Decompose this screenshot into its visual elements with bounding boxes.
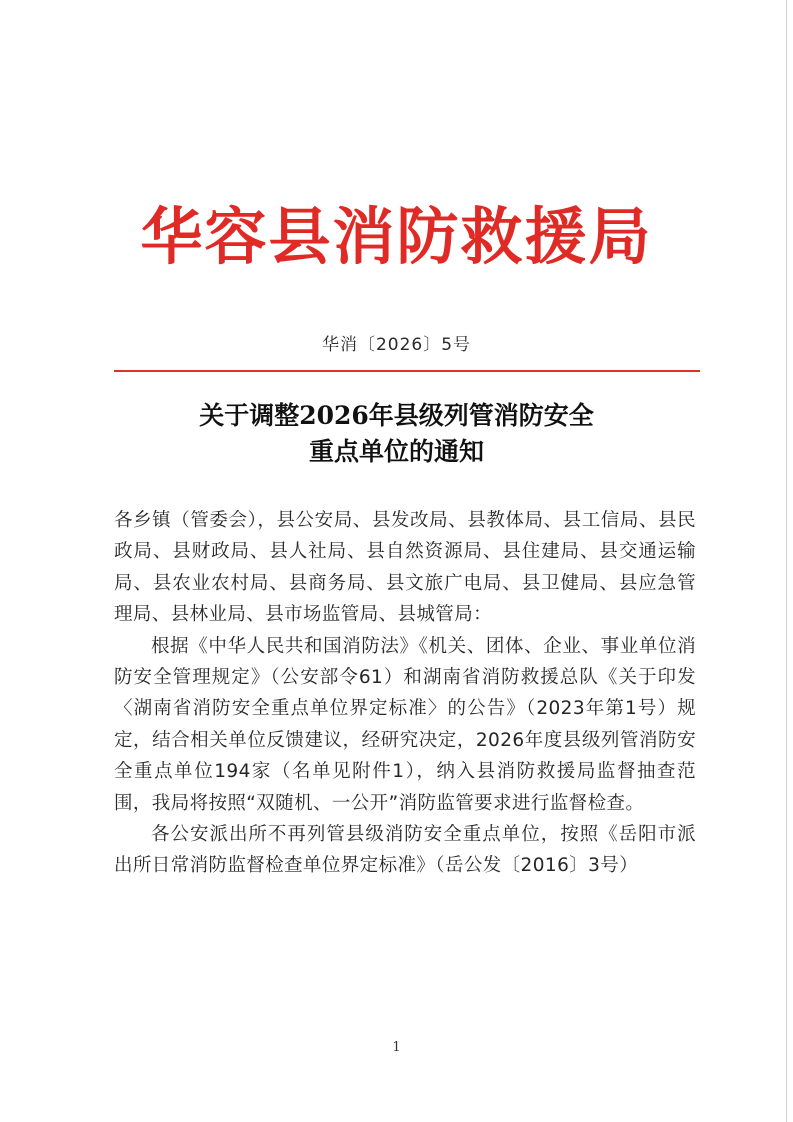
scan-edge-line: [786, 0, 787, 1122]
notice-title-line-1: 关于调整2026年县级列管消防安全: [199, 401, 594, 430]
page-number: 1: [392, 1040, 401, 1055]
notice-title: [0, 398, 793, 470]
red-divider-line: [114, 370, 700, 372]
notice-title-line-2: 重点单位的通知: [308, 437, 484, 466]
notice-body: [114, 505, 696, 882]
body-paragraph-1: 根据《中华人民共和国消防法》《机关、团体、企业、事业单位消防安全管理规定》（公安部令61）和湖南省消防救援总队《关于印发〈湖南省消防安全重点单位界定标准〉的公告》（2023年第1号）规定，结合相关单位反馈建议，经研究决定，2026年度县级列管消防安全重点单位194家（名单见附件1），纳入县消防救援局监督抽查范围，我局将按照“双随机、一公开”消防监管要求进行监督检查。: [114, 635, 696, 814]
body-paragraph-2: 各公安派出所不再列管县级消防安全重点单位，按照《岳阳市派出所日常消防监督检查单位界定标准》（岳公发〔2016〕3号）: [114, 824, 696, 877]
recipients-paragraph: 各乡镇（管委会），县公安局、县发改局、县教体局、县工信局、县民政局、县财政局、县人社局、县自然资源局、县住建局、县交通运输局、县农业农村局、县商务局、县文旅广电局、县卫健局、县应急管理局、县林业局、县市场监管局、县城管局：: [114, 510, 696, 626]
document-number: 华消〔2026〕5号: [321, 335, 472, 355]
agency-masthead: 华容县消防救援局: [140, 200, 653, 273]
